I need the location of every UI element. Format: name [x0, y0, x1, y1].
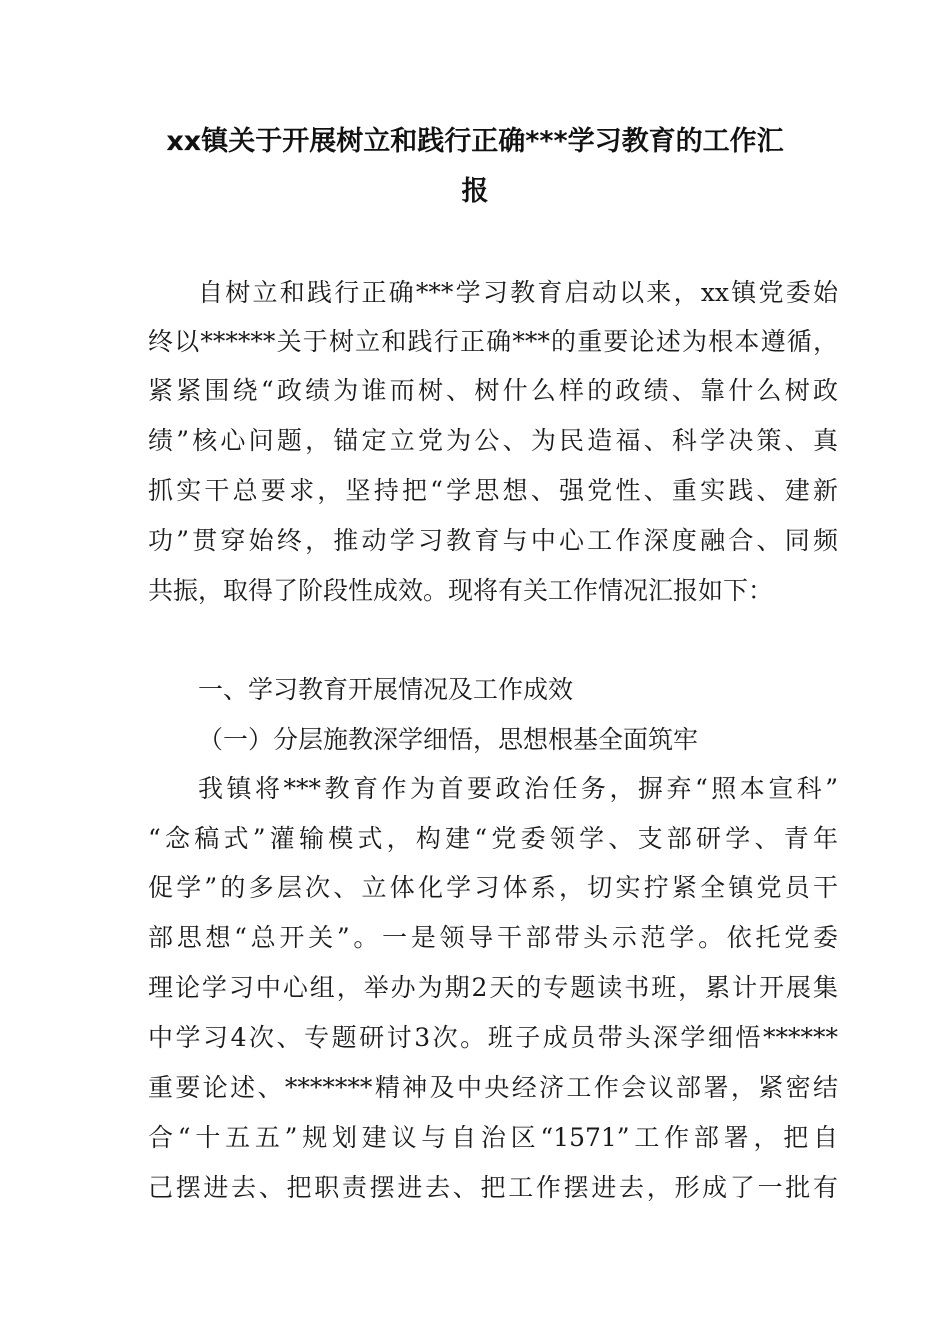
body-paragraph-line: 促学”的多层次、立体化学习体系，切实拧紧全镇党员干	[148, 873, 838, 902]
intro-paragraph-line: 自树立和践行正确***学习教育启动以来，xx镇党委始	[198, 278, 838, 307]
intro-paragraph-line: 终以******关于树立和践行正确***的重要论述为根本遵循，	[148, 327, 838, 356]
intro-paragraph-line: 功”贯穿始终，推动学习教育与中心工作深度融合、同频	[148, 526, 838, 555]
body-paragraph-line: 重要论述、*******精神及中央经济工作会议部署，紧密结	[148, 1073, 838, 1102]
document-title-line-1: xx镇关于开展树立和践行正确***学习教育的工作汇	[166, 126, 784, 157]
intro-paragraph-line: 共振，取得了阶段性成效。现将有关工作情况汇报如下：	[148, 576, 774, 605]
body-paragraph-line: 部思想“总开关”。一是领导干部带头示范学。依托党委	[148, 923, 838, 952]
body-paragraph-line: “念稿式”灌输模式，构建“党委领学、支部研学、青年	[148, 824, 838, 853]
section-heading: 一、学习教育开展情况及工作成效	[198, 675, 574, 704]
intro-paragraph-line: 紧紧围绕“政绩为谁而树、树什么样的政绩、靠什么树政	[148, 376, 838, 405]
intro-paragraph-line: 绩”核心问题，锚定立党为公、为民造福、科学决策、真	[148, 426, 838, 455]
body-paragraph-line: 合“十五五”规划建议与自治区“1571”工作部署，把自	[148, 1123, 838, 1152]
body-paragraph-line: 我镇将***教育作为首要政治任务，摒弃“照本宣科”	[198, 774, 838, 803]
body-paragraph-line: 理论学习中心组，举办为期2天的专题读书班，累计开展集	[148, 973, 838, 1002]
intro-paragraph-line: 抓实干总要求，坚持把“学思想、强党性、重实践、建新	[148, 476, 838, 505]
document-title-line-2: 报	[461, 176, 489, 207]
body-paragraph-line: 中学习4次、专题研讨3次。班子成员带头深学细悟******	[148, 1023, 838, 1052]
body-paragraph-line: 己摆进去、把职责摆进去、把工作摆进去，形成了一批有	[148, 1173, 838, 1202]
subsection-heading: （一）分层施教深学细悟，思想根基全面筑牢	[198, 725, 699, 754]
